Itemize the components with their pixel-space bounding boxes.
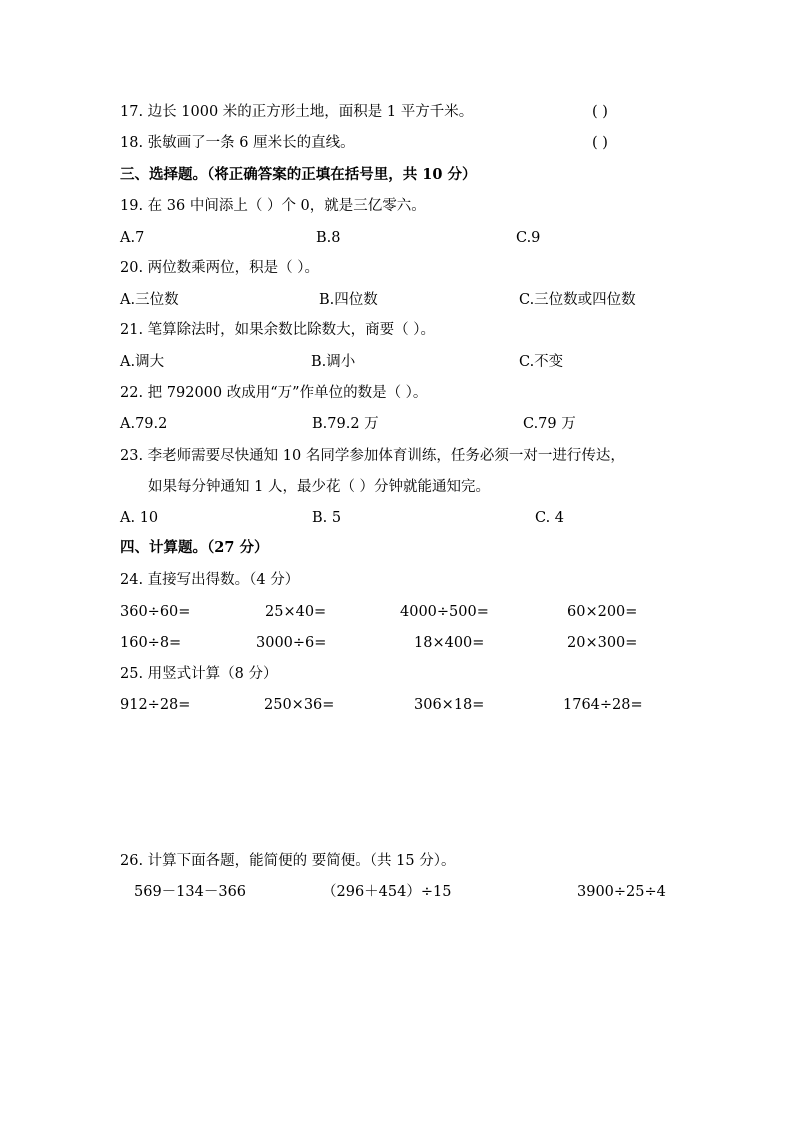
option-22-b[interactable]: B.79.2 万 [312,416,379,432]
question-20: 20. 两位数乘两位，积是（ ）。 [120,260,320,276]
expr-25-3: 306×18= [414,697,485,713]
expr-24-7: 18×400= [414,635,485,651]
question-22: 22. 把 792000 改成用“万”作单位的数是（ ）。 [120,385,428,401]
expr-26-2: （296＋454）÷15 [322,884,452,900]
option-22-c[interactable]: C.79 万 [523,416,576,432]
expr-26-1: 569－134－366 [134,884,247,900]
expr-24-1: 360÷60= [120,604,191,620]
question-19: 19. 在 36 中间添上（ ）个 0，就是三亿零六。 [120,198,426,214]
expr-24-8: 20×300= [567,635,638,651]
expr-26-3: 3900÷25÷4 [577,884,666,900]
expr-25-2: 250×36= [264,697,335,713]
question-24: 24. 直接写出得数。（4 分） [120,572,300,588]
option-19-a[interactable]: A.7 [120,230,145,246]
expr-25-1: 912÷28= [120,697,191,713]
question-21: 21. 笔算除法时，如果余数比除数大，商要（ ）。 [120,322,436,338]
option-20-b[interactable]: B.四位数 [319,292,378,308]
expr-24-5: 160÷8= [120,635,182,651]
option-22-a[interactable]: A.79.2 [120,416,168,432]
option-19-b[interactable]: B.8 [316,230,341,246]
question-18: 18. 张敏画了一条 6 厘米长的直线。 [120,135,355,151]
option-23-c[interactable]: C. 4 [535,510,565,526]
option-19-c[interactable]: C.9 [516,230,541,246]
question-23-line-2: 如果每分钟通知 1 人，最少花（ ）分钟就能通知完。 [148,479,491,495]
expr-24-6: 3000÷6= [256,635,327,651]
option-23-b[interactable]: B. 5 [312,510,342,526]
answer-paren-18[interactable]: ( ) [592,135,608,151]
option-21-c[interactable]: C.不变 [519,354,564,370]
expr-24-2: 25×40= [265,604,327,620]
question-25: 25. 用竖式计算（8 分） [120,666,278,682]
option-20-a[interactable]: A.三位数 [120,292,179,308]
expr-25-4: 1764÷28= [563,697,643,713]
section-3-title: 三、选择题。（将正确答案的正填在括号里，共 10 分） [120,166,477,183]
option-21-b[interactable]: B.调小 [311,354,356,370]
question-23-line-1: 23. 李老师需要尽快通知 10 名同学参加体育训练，任务必须一对一进行传达， [120,448,625,464]
option-20-c[interactable]: C.三位数或四位数 [519,292,636,308]
section-4-title: 四、计算题。（27 分） [120,539,269,556]
expr-24-3: 4000÷500= [400,604,489,620]
question-17: 17. 边长 1000 米的正方形土地，面积是 1 平方千米。 [120,104,474,120]
answer-paren-17[interactable]: ( ) [592,104,608,120]
question-26: 26. 计算下面各题，能简便的 要简便。（共 15 分）。 [120,853,456,869]
option-23-a[interactable]: A. 10 [120,510,159,526]
option-21-a[interactable]: A.调大 [120,354,165,370]
expr-24-4: 60×200= [567,604,638,620]
